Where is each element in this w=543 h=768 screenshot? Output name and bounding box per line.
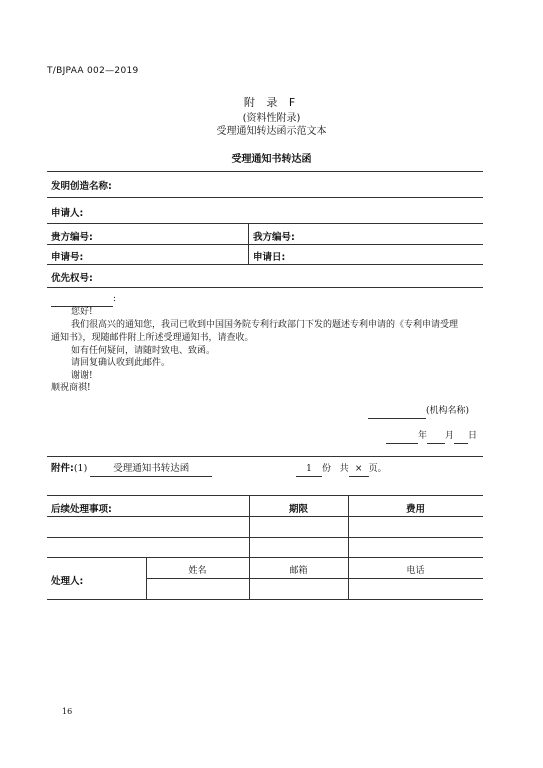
label-app-date: 申请日: — [253, 252, 286, 263]
handler-label: 处理人: — [51, 576, 84, 587]
label-your-ref: 贵方编号: — [51, 232, 93, 243]
attachment-label: 附件: — [51, 463, 74, 474]
greeting: 您好! — [71, 307, 93, 317]
letter-paragraph-2: 如有任何疑问，请随时致电、致函。 — [71, 346, 216, 356]
salutation-line: : — [51, 293, 116, 307]
rule — [47, 223, 483, 224]
label-app-no: 申请号: — [51, 252, 84, 263]
label-our-ref: 我方编号: — [253, 232, 295, 243]
page-number: 16 — [62, 707, 73, 716]
rule — [47, 495, 483, 496]
handler-email-header: 邮箱 — [289, 566, 308, 576]
handler-name-header: 姓名 — [188, 566, 207, 576]
deadline-header: 期限 — [288, 504, 308, 515]
rule — [47, 599, 483, 600]
rule — [47, 456, 483, 457]
rule-top — [47, 171, 483, 172]
letter-paragraph-3: 请回复确认收到此邮件。 — [71, 358, 171, 368]
form-title: 受理通知书转达函 — [231, 154, 312, 165]
followup-header: 后续处理事项: — [51, 504, 112, 515]
attachment-count: 1 份 共 × 页。 — [296, 463, 387, 477]
fee-header: 费用 — [405, 504, 425, 515]
letter-paragraph-1-line-2: 通知书》，现随邮件附上所述受理通知书，请查收。 — [51, 333, 254, 343]
rule — [146, 578, 483, 579]
label-invention-name: 发明创造名称: — [51, 181, 112, 192]
rule — [47, 537, 483, 538]
letter-paragraph-1-line-1: 我们很高兴的通知您，我司已收到中国国务院专利行政部门下发的题述专利申请的《专利申请受理 — [71, 320, 459, 330]
org-name-line: (机构名称) — [368, 405, 469, 419]
attachment-doc-name: 受理通知书转达函 — [90, 463, 212, 477]
attachment-line — [51, 463, 212, 477]
rule — [47, 287, 483, 288]
label-priority: 优先权号: — [51, 273, 93, 284]
attachment-index: (1) — [73, 463, 88, 474]
letter-regards: 顺祝商祺! — [51, 383, 91, 393]
label-applicant: 申请人: — [51, 208, 84, 219]
rule — [47, 516, 483, 517]
standard-number: T/BJPAA 002—2019 — [47, 66, 139, 76]
rule — [47, 264, 483, 265]
rule — [47, 557, 483, 558]
appendix-subtitle: (资料性附录) — [242, 113, 301, 124]
rule — [47, 244, 483, 245]
appendix-name: 受理通知转达函示范文本 — [216, 126, 327, 137]
rule-vertical — [248, 223, 249, 264]
letter-thanks: 谢谢! — [71, 371, 93, 381]
appendix-title: 附 录 F — [243, 96, 300, 109]
date-line: 年 月 日 — [386, 430, 477, 444]
handler-phone-header: 电话 — [406, 566, 425, 576]
rule — [47, 197, 483, 198]
